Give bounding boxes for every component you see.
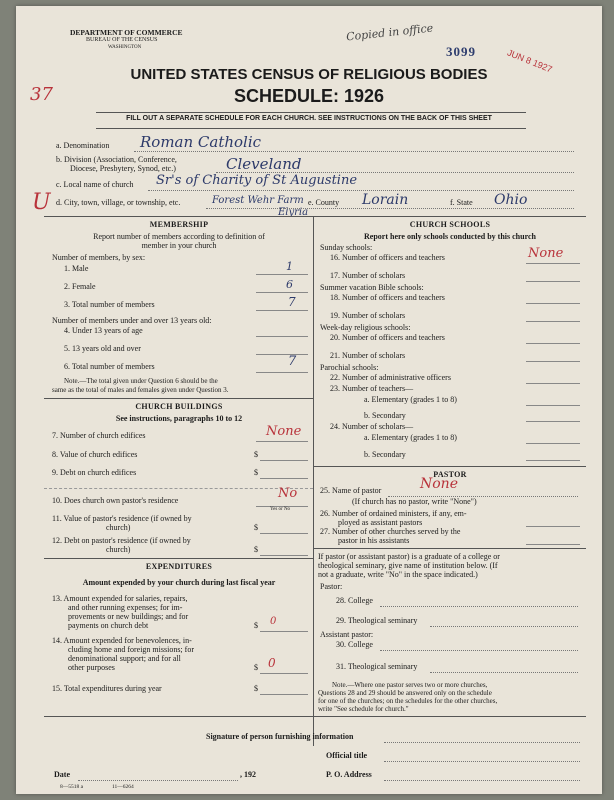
date-label: Date [54,770,70,779]
sunday-label: Sunday schools: [320,243,373,252]
city-label: WASHINGTON [108,45,142,50]
q14-value: 0 [268,656,276,670]
dollar-sign: $ [254,684,258,693]
q10-value: No [278,486,298,501]
po-address-label: P. O. Address [326,770,372,779]
schools-title: CHURCH SCHOOLS [409,220,491,229]
q23a-label: a. Elementary (grades 1 to 8) [364,395,457,404]
division-label: b. Division (Association, Conference, [56,155,177,164]
membership-note: Note.—The total given under Question 6 should be the [64,377,218,385]
form-title: UNITED STATES CENSUS OF RELIGIOUS BODIES [130,66,488,83]
denomination-value: Roman Catholic [140,133,262,151]
membership-title: MEMBERSHIP [149,220,209,229]
city-value-note: Elyria [278,207,309,218]
denomination-label: a. Denomination [56,141,110,150]
dollar-sign: $ [254,523,258,532]
answer-line [526,343,580,344]
answer-line [526,383,580,384]
city-value: Forest Wehr Farm [212,195,304,206]
q20-label: 20. Number of officers and teachers [330,333,445,342]
answer-line [526,460,580,461]
q6-value: 7 [288,354,297,369]
q13-value: 0 [270,616,277,627]
q4-label: 4. Under 13 years of age [64,326,143,335]
pastor-sub-label: Pastor: [320,582,343,591]
q2-value: 6 [286,278,293,291]
rule [313,548,586,549]
pastor-note-2: Questions 28 and 29 should be answered only on the schedule [318,689,492,697]
q3-value: 7 [288,295,296,309]
rule [44,716,586,717]
answer-line [260,555,308,556]
official-title-label: Official title [326,751,368,760]
bureau-label: BUREAU OF THE CENSUS [86,37,158,43]
dollar-sign: $ [254,468,258,477]
q27-label-2: pastor in his assistants [338,536,410,545]
denomination-line [134,151,574,152]
division-value: Cleveland [226,155,302,173]
form-code: 8—5518 a [60,784,84,790]
answer-line [526,361,580,362]
state-label: f. State [450,198,473,207]
answer-line [256,441,308,442]
q1-label: 1. Male [64,264,89,273]
answer-line [256,354,308,355]
pastor-note-3: for one of the churches; on the schedules for the other churches, [318,697,498,705]
q25-value: None [420,476,458,492]
signature-line [384,742,580,743]
answer-line [526,405,580,406]
q10-label: 10. Does church own pastor's residence [52,496,179,505]
church-name-value: Sr's of Charity of St Augustine [156,173,358,188]
q15-label: 15. Total expenditures during year [52,684,162,693]
q31-label: 31. Theological seminary [336,662,418,671]
dollar-sign: $ [254,450,258,459]
q30-label: 30. College [336,640,373,649]
rule [96,112,526,113]
q28-label: 28. College [336,596,373,605]
weekday-label: Week-day religious schools: [320,323,411,332]
answer-line [260,694,308,695]
margin-mark: 37 [30,84,53,105]
print-code: 11—6264 [112,784,134,790]
q3-label: 3. Total number of members [64,300,155,309]
answer-line [256,372,308,373]
q14-label-4: other purposes [68,663,115,672]
q8-label: 8. Value of church edifices [52,450,138,459]
q25-label: 25. Name of pastor [320,486,382,495]
q25-note: (If church has no pastor, write "None") [352,497,477,506]
expenditures-title: EXPENDITURES [145,562,213,571]
stamp-number: 3099 [446,44,476,59]
dollar-sign: $ [254,545,258,554]
county-label: e. County [308,198,340,207]
q24a-label: a. Elementary (grades 1 to 8) [364,433,457,442]
dollar-sign: $ [254,621,258,630]
answer-line [256,274,308,275]
buildings-title: CHURCH BUILDINGS [135,402,223,411]
q7-label: 7. Number of church edifices [52,431,146,440]
q23b-label: b. Secondary [364,411,406,420]
answer-line [380,650,578,651]
q6-label: 6. Total number of members [64,362,155,371]
schedule-title: SCHEDULE: 1926 [233,86,385,106]
rule [44,488,313,489]
q12-label-2: church) [106,545,131,554]
q21-label: 21. Number of scholars [330,351,406,360]
q14-label-3: denominational support; and for all [68,654,181,663]
yes-no-hint: Yes or No [270,507,291,512]
q24-label: 24. Number of scholars— [330,422,414,431]
pastor-note-4: write "See schedule for church." [318,705,409,713]
q14-label: 14. Amount expended for benevolences, in- [52,636,192,645]
summer-label: Summer vacation Bible schools: [320,283,424,292]
q13-label: 13. Amount expended for salaries, repairs, [52,594,188,603]
answer-line [260,533,308,534]
answer-line [256,336,308,337]
parochial-label: Parochial schools: [320,363,379,372]
q29-label: 29. Theological seminary [336,616,418,625]
q5-label: 5. 13 years old and over [64,344,141,353]
q9-label: 9. Debt on church edifices [52,468,137,477]
q17-label: 17. Number of scholars [330,271,406,280]
q24b-label: b. Secondary [364,450,406,459]
q7-value: None [266,424,302,439]
answer-line [526,281,580,282]
answer-line [256,310,308,311]
assistant-sub-label: Assistant pastor: [320,630,374,639]
city-line [206,208,574,209]
q13-label-2: and other running expenses; for im- [68,603,183,612]
copied-note: Copied in office [345,21,434,44]
q22-label: 22. Number of administrative officers [330,373,451,382]
q23-label: 23. Number of teachers— [330,384,414,393]
answer-line [526,303,580,304]
rule [44,216,586,217]
expenditures-intro: Amount expended by your church during last fiscal year [82,578,276,587]
rule [44,558,313,559]
church-name-line [148,190,574,191]
church-name-label: c. Local name of church [56,180,134,189]
answer-line [260,631,308,632]
answer-line [256,292,308,293]
answer-line [526,421,580,422]
answer-line [526,263,580,264]
q13-label-3: provements or new buildings; and for [68,612,189,621]
q27-label: 27. Number of other churches served by the [320,527,461,536]
state-value: Ohio [494,192,528,208]
q18-label: 18. Number of officers and teachers [330,293,445,302]
rule [44,398,313,399]
graduate-note-3: not a graduate, write "No" in the space indicated.) [318,570,478,579]
q26-label-2: ployed as assistant pastors [338,518,423,527]
q14-label-2: cluding home and foreign missions; for [68,645,194,654]
answer-line [430,672,578,673]
answer-line [526,443,580,444]
q12-label: 12. Debt on pastor's residence (if owned by [52,536,191,545]
answer-line [260,673,308,674]
q26-label: 26. Number of ordained ministers, if any, em- [320,509,467,518]
dollar-sign: $ [254,663,258,672]
answer-line [380,606,578,607]
q1-value: 1 [286,260,293,273]
answer-line [526,321,580,322]
answer-line [430,626,578,627]
census-form-sheet [16,6,602,794]
membership-intro-2: member in your church [141,241,217,250]
q11-label: 11. Value of pastor's residence (if owned by [52,514,192,523]
signature-label: Signature of person furnishing information [206,732,354,741]
form-instruction: FILL OUT A SEPARATE SCHEDULE FOR EACH CHURCH. SEE INSTRUCTIONS ON THE BACK OF THIS SHEET [126,115,492,122]
pastor-title: PASTOR [433,470,467,479]
q16-value: None [528,246,564,261]
u-mark: U [32,190,51,215]
q16-label: 16. Number of officers and teachers [330,253,445,262]
answer-line [260,478,308,479]
age-intro: Number of members under and over 13 years old: [52,316,212,325]
official-title-line [384,761,580,762]
division-label-2: Diocese, Presbytery, Synod, etc.) [70,164,176,173]
column-divider [313,216,314,746]
received-stamp-date: JUN 8 1927 [505,47,554,75]
po-address-line [384,780,580,781]
buildings-intro: See instructions, paragraphs 10 to 12 [115,414,243,423]
q19-label: 19. Number of scholars [330,311,406,320]
schools-intro: Report here only schools conducted by this church [364,232,536,241]
graduate-note: If pastor (or assistant pastor) is a graduate of a college or [318,552,500,561]
date-line [78,780,238,781]
rule [96,128,526,129]
department-label: DEPARTMENT OF COMMERCE [70,28,183,37]
graduate-note-2: theological seminary, give name of institution below. (If [318,561,498,570]
county-value: Lorain [362,192,409,208]
rule [313,466,586,467]
membership-note-2: same as the total of males and females given under Question 3. [52,386,229,394]
answer-line [526,544,580,545]
year-label: , 192 [240,770,256,779]
by-sex-label: Number of members, by sex: [52,253,146,262]
answer-line [260,460,308,461]
city-label: d. City, town, village, or township, etc. [56,198,181,207]
pastor-note: Note.—Where one pastor serves two or more churches, [332,681,488,689]
q13-label-4: payments on church debt [68,621,149,630]
q2-label: 2. Female [64,282,96,291]
membership-intro: Report number of members according to definition of [93,232,265,241]
q11-label-2: church) [106,523,131,532]
answer-line [526,526,580,527]
